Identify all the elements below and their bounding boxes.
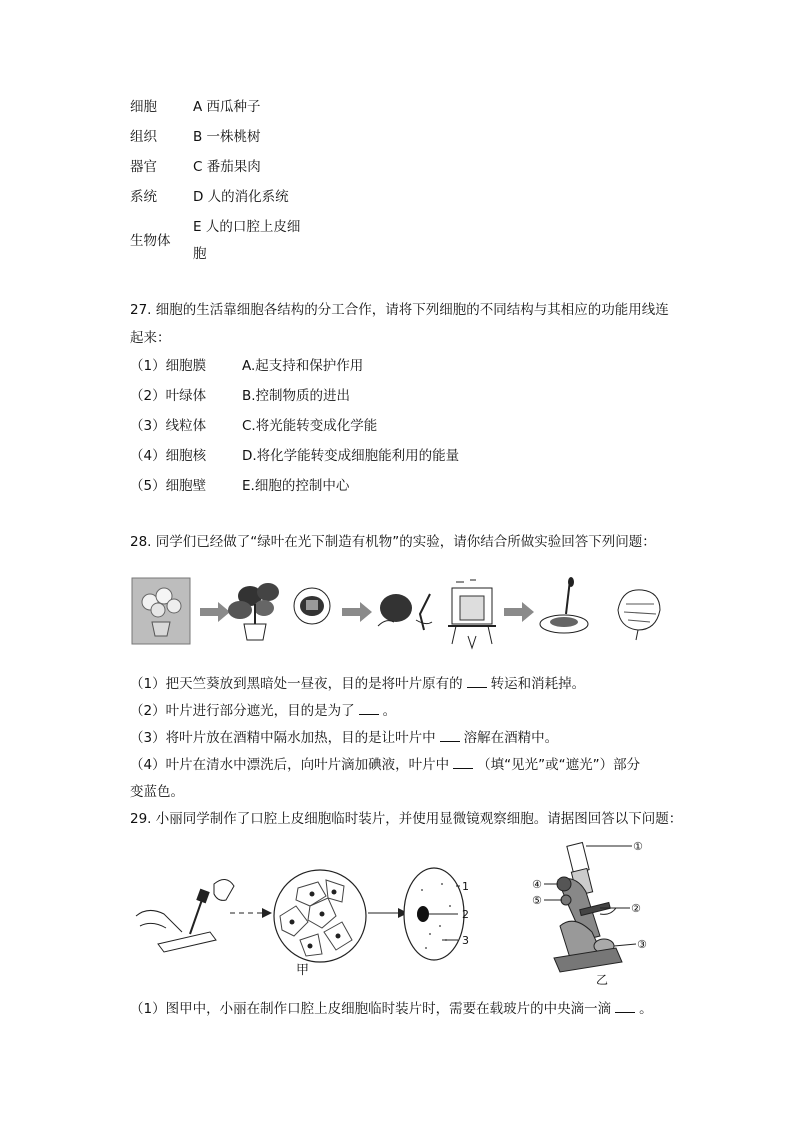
- q27-left-3: （4）细胞核: [130, 448, 207, 464]
- q26-right-2: C 番茄果肉: [193, 159, 261, 175]
- q26-right-0: A 西瓜种子: [193, 99, 261, 115]
- q26-left-1: 组织: [130, 129, 157, 145]
- q27-right-2: C.将光能转变成化学能: [242, 418, 378, 434]
- q28-sub-1-text-a: （1）把天竺葵放到黑暗处一昼夜，目的是将叶片原有的: [130, 676, 463, 692]
- dark-geranium-photo: [132, 578, 190, 644]
- q26-right-3: D 人的消化系统: [193, 189, 289, 205]
- q29-sub-1-text-a: （1）图甲中，小丽在制作口腔上皮细胞临时装片时，需要在载玻片的中央滴一滴: [130, 1001, 612, 1017]
- single-cell-icon: [404, 868, 464, 960]
- q28-sub-2-text-a: （2）叶片进行部分遮光，目的是为了: [130, 703, 355, 719]
- result-leaf-icon: [618, 590, 660, 640]
- scope-label-2: ②: [631, 902, 641, 915]
- q28-sub-4-cont: 变蓝色。: [130, 784, 184, 800]
- iodine-drop-petri-dish-icon: [540, 577, 588, 633]
- slide-preparation-icon: [136, 879, 234, 952]
- q27-right-3: D.将化学能转变成细胞能利用的能量: [242, 448, 460, 464]
- arrow-icon: [368, 908, 408, 918]
- q28-sub-2-text-b: 。: [382, 703, 397, 719]
- q28-sub-4-text-b: （填“见光”或“遮光”）部分: [477, 757, 641, 773]
- q26-left-4: 生物体: [130, 233, 171, 249]
- picking-leaf-icon: [378, 594, 432, 630]
- q28-sub-3-text-b: 溶解在酒精中。: [463, 730, 559, 746]
- water-bath-heating-icon: [448, 580, 496, 648]
- cell-field-of-view-icon: [274, 870, 366, 962]
- answer-blank[interactable]: [453, 756, 473, 769]
- q29-sub-1: [130, 999, 653, 1019]
- q28-sub-4: [130, 755, 640, 775]
- potted-plant-icon: [228, 583, 279, 640]
- q27-left-2: （3）线粒体: [130, 418, 207, 434]
- answer-blank[interactable]: [440, 729, 460, 742]
- q28-sub-3: [130, 728, 558, 748]
- q27-stem-line2: 起来：: [130, 330, 171, 346]
- q28-stem: 28. 同学们已经做了“绿叶在光下制造有机物”的实验，请你结合所做实验回答下列问题：: [130, 534, 656, 550]
- scope-label-3: ③: [637, 938, 647, 951]
- q28-sub-2: [130, 701, 396, 721]
- q26-left-3: 系统: [130, 189, 157, 205]
- figure-label-jia: 甲: [296, 963, 310, 978]
- experiment-flow-figure: [130, 574, 670, 656]
- scope-label-4: ④: [532, 878, 542, 891]
- cell-label-3: 3: [462, 934, 469, 947]
- figure-label-yi: 乙: [596, 973, 609, 986]
- q26-left-2: 器官: [130, 159, 157, 175]
- scope-label-5: ⑤: [532, 894, 542, 907]
- q27-right-0: A.起支持和保护作用: [242, 358, 364, 374]
- cell-label-2: 2: [462, 908, 469, 921]
- q26-right-5: 胞: [193, 246, 207, 262]
- arrow-icon: [200, 602, 230, 622]
- q28-sub-3-text-a: （3）将叶片放在酒精中隔水加热，目的是让叶片中: [130, 730, 436, 746]
- q28-sub-4-text-a: （4）叶片在清水中漂洗后，向叶片滴加碘液，叶片中: [130, 757, 450, 773]
- dashed-arrow-icon: [230, 908, 272, 918]
- q28-sub-1-text-b: 转运和消耗掉。: [490, 676, 586, 692]
- q26-right-4: E 人的口腔上皮细: [193, 219, 301, 235]
- arrow-icon: [504, 602, 534, 622]
- q27-right-4: E.细胞的控制中心: [242, 478, 350, 494]
- q27-left-0: （1）细胞膜: [130, 358, 207, 374]
- covered-leaf-icon: [294, 588, 330, 624]
- arrow-icon: [342, 602, 372, 622]
- answer-blank[interactable]: [615, 1000, 635, 1013]
- q27-left-1: （2）叶绿体: [130, 388, 207, 404]
- scope-label-1: ①: [633, 840, 643, 853]
- q27-stem-line1: 27. 细胞的生活靠细胞各结构的分工合作，请将下列细胞的不同结构与其相应的功能用线连: [130, 302, 669, 318]
- microscope-experiment-figure: [130, 836, 670, 986]
- q27-left-4: （5）细胞壁: [130, 478, 207, 494]
- q26-right-1: B 一株桃树: [193, 129, 261, 145]
- q28-sub-1: [130, 674, 585, 694]
- q29-stem: 29. 小丽同学制作了口腔上皮细胞临时装片，并使用显微镜观察细胞。请据图回答以下问题：: [130, 811, 683, 827]
- q26-left-0: 细胞: [130, 99, 157, 115]
- answer-blank[interactable]: [467, 675, 487, 688]
- q27-right-1: B.控制物质的进出: [242, 388, 351, 404]
- microscope-icon: [554, 842, 622, 972]
- answer-blank[interactable]: [359, 702, 379, 715]
- cell-label-1: 1: [462, 880, 469, 893]
- q29-sub-1-text-b: 。: [639, 1001, 653, 1017]
